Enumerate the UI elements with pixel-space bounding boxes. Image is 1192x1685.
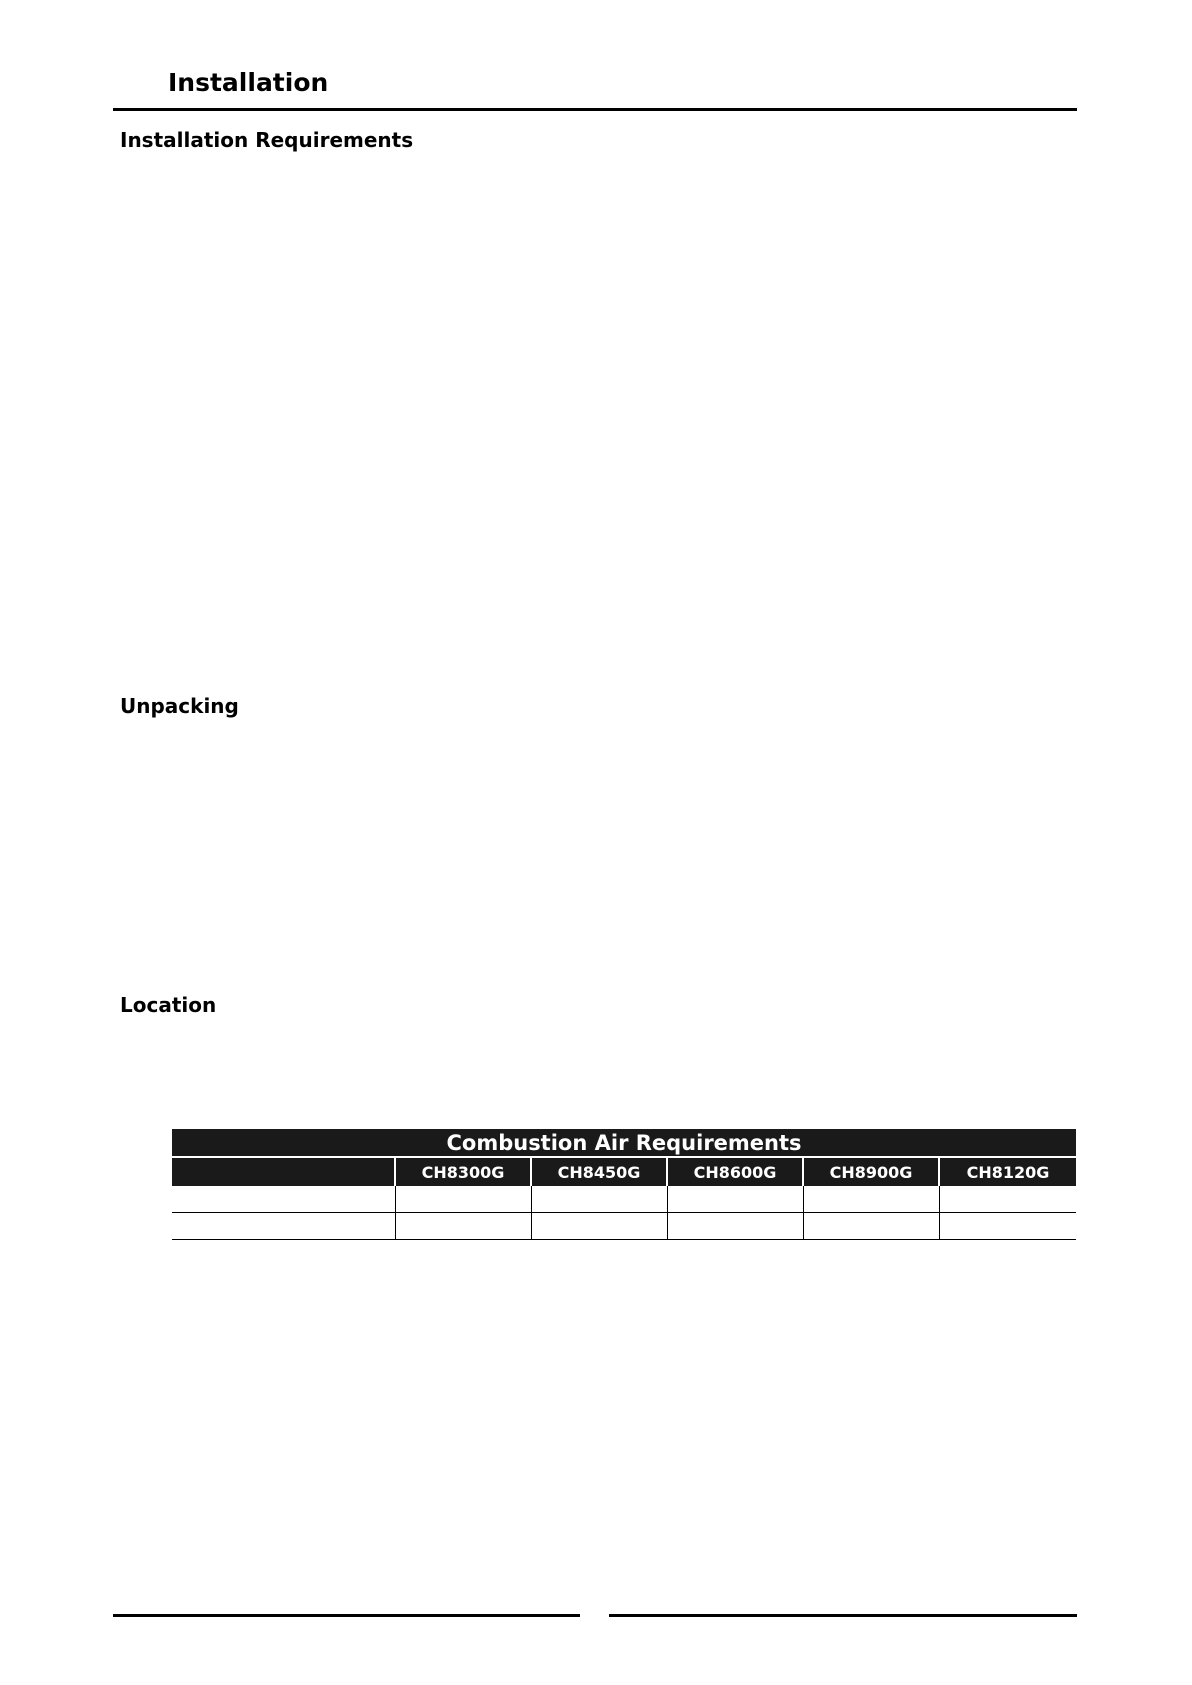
table-cell — [803, 1213, 939, 1240]
table-cell — [531, 1213, 667, 1240]
heading-location: Location — [120, 993, 217, 1017]
table-cell — [395, 1213, 531, 1240]
heading-unpacking: Unpacking — [120, 694, 239, 718]
table-cell — [172, 1213, 395, 1240]
table-cell — [667, 1186, 803, 1213]
footer-rule-right — [609, 1614, 1077, 1617]
page-title: Installation — [168, 68, 329, 97]
table-title: Combustion Air Requirements — [172, 1129, 1076, 1157]
column-header-blank — [172, 1157, 395, 1186]
table-row — [172, 1186, 1076, 1213]
table-cell — [172, 1186, 395, 1213]
column-header-ch8600g: CH8600G — [667, 1157, 803, 1186]
title-rule — [113, 108, 1077, 111]
table-cell — [531, 1186, 667, 1213]
combustion-air-table — [172, 1129, 1076, 1240]
column-header-ch8450g: CH8450G — [531, 1157, 667, 1186]
column-header-ch8120g: CH8120G — [939, 1157, 1076, 1186]
column-header-ch8300g: CH8300G — [395, 1157, 531, 1186]
table-row — [172, 1213, 1076, 1240]
footer-rule-left — [113, 1614, 580, 1617]
table-cell — [667, 1213, 803, 1240]
table-cell — [939, 1213, 1076, 1240]
table-cell — [395, 1186, 531, 1213]
table-cell — [939, 1186, 1076, 1213]
heading-installation-requirements: Installation Requirements — [120, 128, 414, 152]
table-cell — [803, 1186, 939, 1213]
column-header-ch8900g: CH8900G — [803, 1157, 939, 1186]
